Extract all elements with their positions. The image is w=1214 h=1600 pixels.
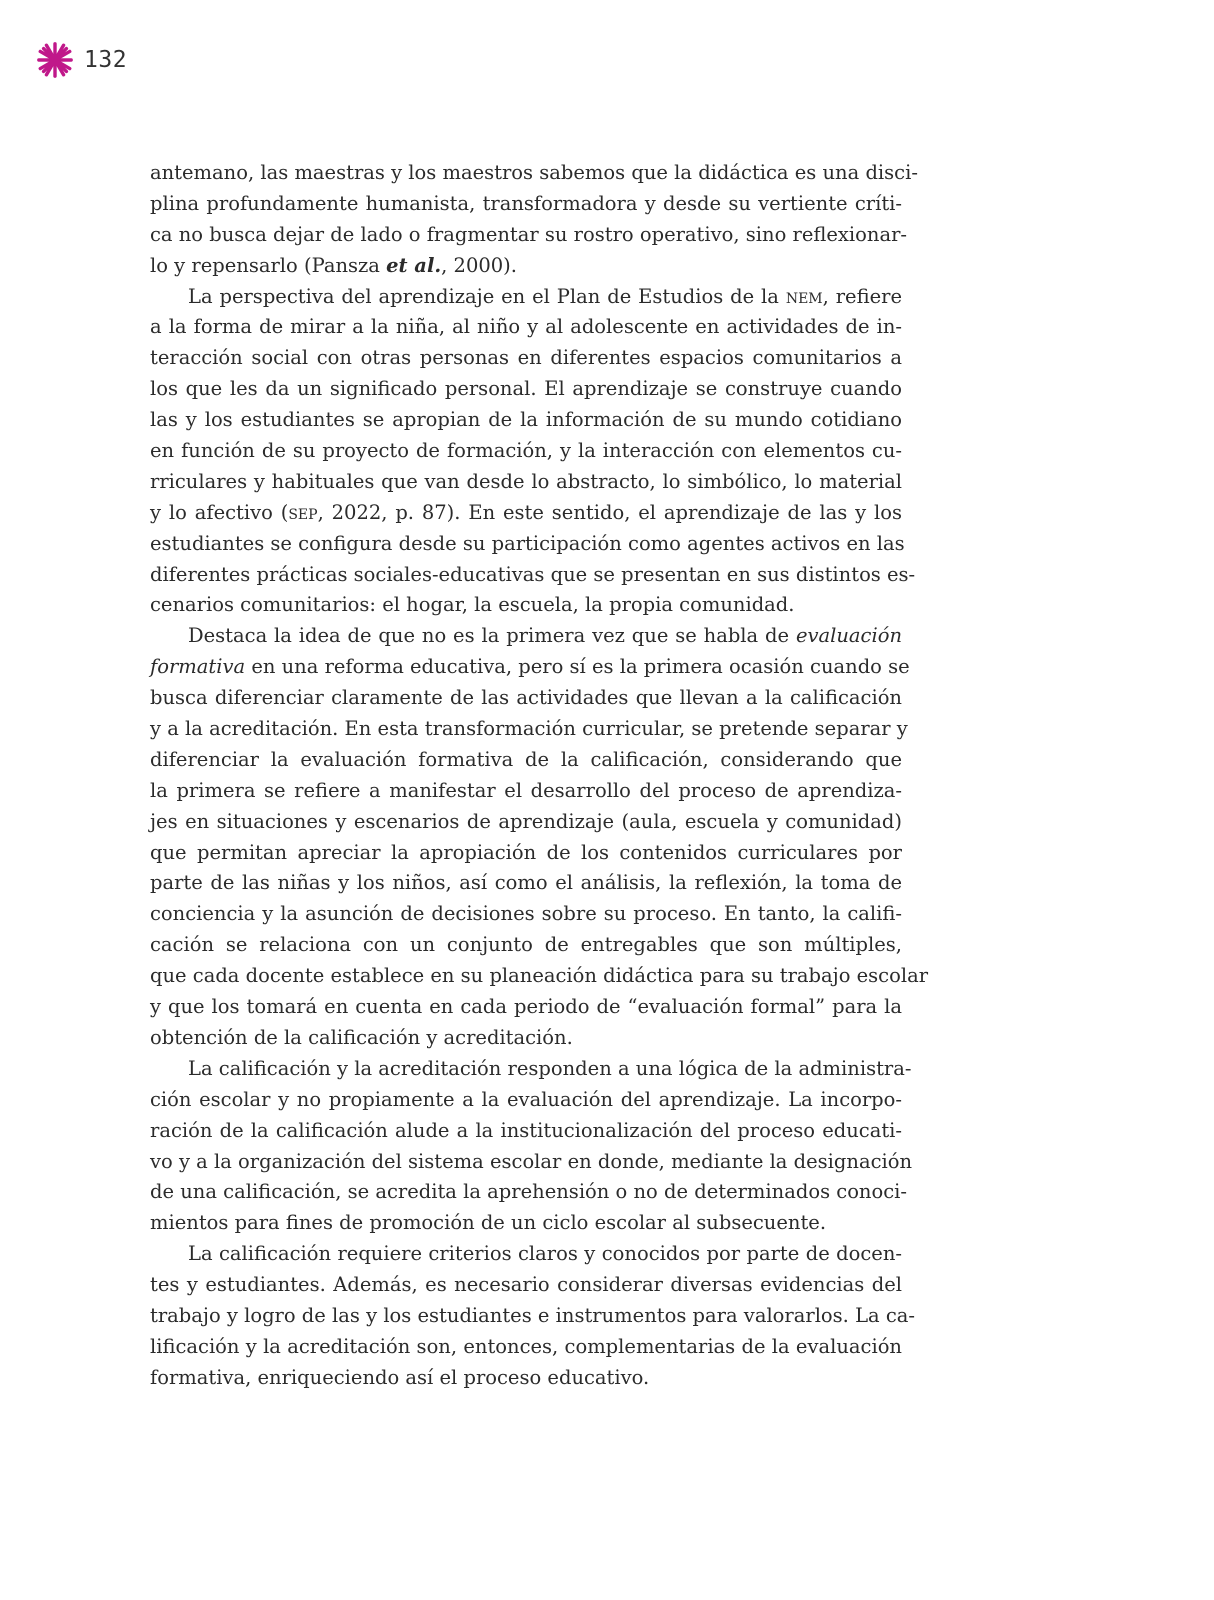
- text-line: ración de la calificación alude a la institucionalización del proceso educati-: [150, 1118, 902, 1142]
- paragraph: [150, 1239, 915, 1393]
- text-line: cenarios comunitarios: el hogar, la escuela, la propia comunidad.: [150, 593, 795, 617]
- body-text: [150, 158, 929, 1394]
- text-line: diferenciar la evaluación formativa de la calificación, considerando que: [150, 747, 902, 771]
- text-line: Destaca la idea de que no es la primera vez que se habla de evaluación: [188, 624, 902, 648]
- text-line: que cada docente establece en su planeación didáctica para su trabajo escolar: [150, 964, 929, 988]
- text-line: ción escolar y no propiamente a la evaluación del aprendizaje. La incorpo-: [150, 1087, 902, 1111]
- page-number: 132: [84, 47, 128, 73]
- text-line: que permitan apreciar la apropiación de los contenidos curriculares por: [150, 840, 902, 864]
- text-line: cación se relaciona con un conjunto de entregables que son múltiples,: [150, 933, 902, 957]
- text-line: diferentes prácticas sociales-educativas que se presentan en sus distintos es-: [150, 562, 916, 586]
- text-line: y lo afectivo (sep, 2022, p. 87). En este sentido, el aprendizaje de las y los: [150, 500, 902, 524]
- paragraph: [150, 158, 918, 282]
- paragraph: [150, 282, 916, 622]
- text-line: busca diferenciar claramente de las actividades que llevan a la calificación: [150, 686, 902, 710]
- text-line: de una calificación, se acredita la aprehensión o no de determinados conoci-: [150, 1180, 907, 1204]
- asterisk-icon: [36, 41, 74, 79]
- text-line: en función de su proyecto de formación, y la interacción con elementos cu-: [150, 439, 902, 463]
- text-line: mientos para fines de promoción de un ciclo escolar al subsecuente.: [150, 1211, 827, 1235]
- text-line: estudiantes se configura desde su participación como agentes activos en las: [150, 531, 905, 555]
- text-line: ca no busca dejar de lado o fragmentar su rostro operativo, sino reflexionar-: [150, 222, 907, 246]
- text-line: conciencia y la asunción de decisiones sobre su proceso. En tanto, la califi-: [150, 902, 902, 926]
- text-line: tes y estudiantes. Además, es necesario considerar diversas evidencias del: [150, 1273, 902, 1297]
- text-line: jes en situaciones y escenarios de aprendizaje (aula, escuela y comunidad): [150, 809, 902, 833]
- page-header: [36, 40, 127, 80]
- text-line: teracción social con otras personas en diferentes espacios comunitarios a: [150, 346, 902, 370]
- text-line: lificación y la acreditación son, entonces, complementarias de la evaluación: [150, 1334, 902, 1358]
- text-line: La calificación requiere criterios claros y conocidos por parte de docen-: [188, 1242, 902, 1266]
- text-line: parte de las niñas y los niños, así como el análisis, la reflexión, la toma de: [150, 871, 902, 895]
- text-line: a la forma de mirar a la niña, al niño y al adolescente en actividades de in-: [150, 315, 902, 339]
- text-line: La perspectiva del aprendizaje en el Plan de Estudios de la nem, refiere: [188, 284, 902, 308]
- text-line: formativa en una reforma educativa, pero sí es la primera ocasión cuando se: [150, 655, 910, 679]
- text-line: formativa, enriqueciendo así el proceso educativo.: [150, 1365, 650, 1389]
- text-line: la primera se refiere a manifestar el desarrollo del proceso de aprendiza-: [150, 778, 902, 802]
- paragraph: [150, 1054, 913, 1239]
- text-line: los que les da un significado personal. El aprendizaje se construye cuando: [150, 377, 902, 401]
- text-line: y que los tomará en cuenta en cada periodo de “evaluación formal” para la: [150, 995, 902, 1019]
- text-line: rriculares y habituales que van desde lo abstracto, lo simbólico, lo material: [150, 469, 902, 493]
- paragraph: [150, 621, 929, 1053]
- text-line: obtención de la calificación y acreditación.: [150, 1025, 573, 1049]
- text-line: vo y a la organización del sistema escolar en donde, mediante la designación: [150, 1149, 913, 1173]
- text-line: las y los estudiantes se apropian de la información de su mundo cotidiano: [150, 408, 902, 432]
- text-line: plina profundamente humanista, transformadora y desde su vertiente críti-: [150, 191, 902, 215]
- text-line: y a la acreditación. En esta transformación curricular, se pretende separar y: [150, 717, 908, 741]
- text-line: lo y repensarlo (Pansza et al., 2000).: [150, 253, 517, 277]
- text-line: La calificación y la acreditación responden a una lógica de la administra-: [188, 1056, 912, 1080]
- text-line: trabajo y logro de las y los estudiantes e instrumentos para valorarlos. La ca-: [150, 1303, 915, 1327]
- text-line: antemano, las maestras y los maestros sabemos que la didáctica es una disci-: [150, 161, 918, 184]
